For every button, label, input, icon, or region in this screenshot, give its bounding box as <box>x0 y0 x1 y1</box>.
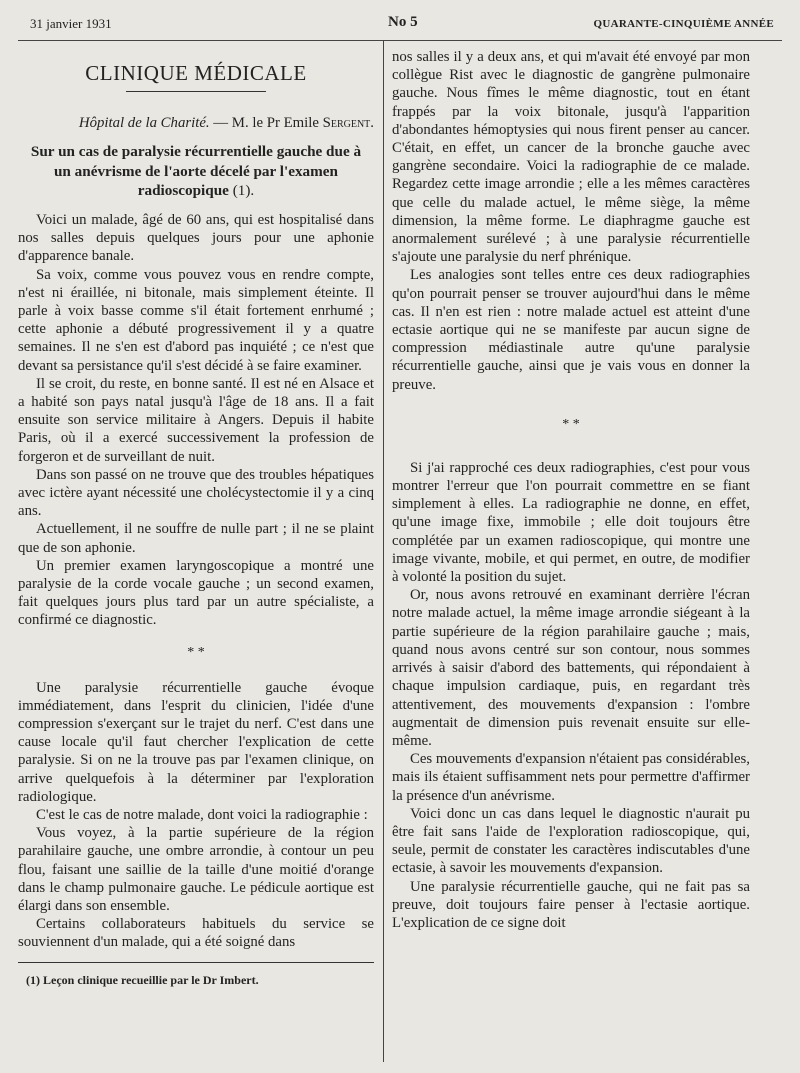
hospital-name: Hôpital de la Charité. <box>78 115 210 132</box>
paragraph: Or, nous avons retrouvé en examinant derrière l'écran notre malade actuel, la même image arrondie siégeant à la partie supérieure de la région parahilaire gauche ; mais, quand nous avons centré sur son contour, nous sommes arrivés à saisir d'abord des battements, qui répondaient à chaque impulsion cardiaque, puis, en regardant très attentivement, des mouvements d'expansion : l'ombre augmentait de dimension puis revenait ensuite sur elle-même. <box>392 587 750 749</box>
footnote-rule <box>18 962 374 963</box>
section-title: CLINIQUE MÉDICALE <box>85 61 307 85</box>
section-title-rule <box>126 91 266 92</box>
left-column <box>18 48 374 989</box>
paragraph: Certains collaborateurs habituels du service se souviennent d'un malade, qui a été soigné dans <box>18 916 374 951</box>
header-date: 31 janvier 1931 <box>30 16 112 31</box>
section-asterism: * * <box>562 416 580 432</box>
author-name: Sergent. <box>322 115 374 132</box>
page-header <box>22 16 778 36</box>
section-asterism: * * <box>187 644 205 660</box>
author-prefix: — M. le Pr Emile <box>213 115 319 132</box>
header-issue-number: No 5 <box>388 14 418 30</box>
hospital-line <box>18 114 374 132</box>
paragraph: Vous voyez, à la partie supérieure de la région parahilaire gauche, une ombre arrondie, à contour un peu flou, faisant une saillie de la taille d'une moitié d'orange dans le champ pulmonaire gauche. Le pédicule aortique est élargi dans son ensemble. <box>18 825 374 915</box>
footnote: (1) Leçon clinique recueillie par le Dr Imbert. <box>26 972 259 987</box>
paragraph: Voici un malade, âgé de 60 ans, qui est hospitalisé dans nos salles depuis quelques jours pour une aphonie d'apparence banale. <box>18 211 374 265</box>
header-rule <box>18 40 782 41</box>
paragraph: Si j'ai rapproché ces deux radiographies, c'est pour vous montrer l'erreur que l'on pourrait commettre en se fiant simplement à elles. La radiographie ne donne, en effet, qu'une image fixe, immobile ; elle doit toujours être complétée par un examen radioscopique, qui montre une image vivante, mobile, et qui permet, en outre, de modifier à volonté la position du sujet. <box>392 459 750 586</box>
left-body-2 <box>18 679 374 952</box>
paragraph: Les analogies sont telles entre ces deux radiographies qu'on pourrait penser se trouver aujourd'hui dans le même cas. Il n'en est rien : notre malade actuel est atteint d'une ectasie aortique qui ne se manifeste par aucun signe de compression médiastinale autre qu'une paralysie récurrentielle gauche, ainsi que je vais vous en donner la preuve. <box>392 267 750 393</box>
right-column <box>392 48 750 932</box>
paragraph: Dans son passé on ne trouve que des troubles hépatiques avec ictère ayant nécessité une cholécystectomie il y a cinq ans. <box>18 466 374 520</box>
article-title <box>26 142 366 201</box>
right-body-2 <box>392 459 750 932</box>
paragraph: Ces mouvements d'expansion n'étaient pas considérables, mais ils étaient suffisamment nets pour permettre d'affirmer la présence d'un anévrisme. <box>392 751 750 804</box>
paragraph: nos salles il y a deux ans, et qui m'avait été envoyé par mon collègue Rist avec le diagnostic de gangrène pulmonaire gauche. Nous fîmes le même diagnostic, tout en étant frappés par la voix bitonale, jusqu'à l'apparition d'abondantes hémoptysies qui nous firent penser au cancer. C'était, en effet, un cancer de la bronche gauche avec gangrène secondaire. Voici la radiographie de ce malade. Regardez cette image arrondie ; elle a les mêmes caractères que celle du malade actuel, le même siège, la même dimension, la même forme. Le diaphragme gauche est anormalement surélevé ; à une paralysie récurrentielle s'ajoute une paralysie du nerf phrénique. <box>392 49 750 266</box>
paragraph: Sa voix, comme vous pouvez vous en rendre compte, n'est ni éraillée, ni bitonale, mais simplement éteinte. Il parle à voix basse comme s'il était fortement enrhumé ; cette aphonie a débuté progressivement il y a quatre semaines. Il ne s'en est d'abord pas inquiété ; ce n'est que devant sa persistance qu'il s'est décidé à se faire examiner. <box>18 266 374 374</box>
article-title-text: Sur un cas de paralysie récurrentielle gauche due à un anévrisme de l'aorte décelé par l'examen radioscopique <box>30 143 362 200</box>
paragraph: Une paralysie récurrentielle gauche évoque immédiatement, dans l'esprit du clinicien, l'idée d'une compression s'exerçant sur le trajet du nerf. C'est dans une cause locale qu'il faut chercher l'explication de cette paralysie. Si on ne la trouve pas par l'examen clinique, on arrive quelquefois à la déterminer par l'exploration radiologique. <box>18 679 374 805</box>
paragraph: Voici donc un cas dans lequel le diagnostic n'aurait pu être fait sans l'aide de l'exploration radioscopique, qui, seule, permit de constater les caractères indiscutables d'une ectasie, à savoir les mouvements d'expansion. <box>392 805 750 877</box>
paragraph: Actuellement, il ne souffre de nulle part ; il ne se plaint que de son aphonie. <box>18 521 374 556</box>
left-body-1 <box>18 211 374 630</box>
paragraph: Un premier examen laryngoscopique a montré une paralysie de la corde vocale gauche ; un second examen, fait quelques jours plus tard par un autre spécialiste, a confirmé ce diagnostic. <box>18 557 374 629</box>
article-title-note: (1). <box>232 182 255 200</box>
header-year-label: QUARANTE-CINQUIÈME ANNÉE <box>593 18 774 30</box>
paragraph: Une paralysie récurrentielle gauche, qui ne fait pas sa preuve, doit toujours faire penser à l'ectasie aortique. L'explication de ce signe doit <box>392 878 750 931</box>
paragraph: C'est le cas de notre malade, dont voici la radiographie : <box>36 807 368 823</box>
column-divider <box>383 40 384 1062</box>
paragraph: Il se croit, du reste, en bonne santé. Il est né en Alsace et a habité son pays natal jusqu'à l'âge de 18 ans. Il a fait ensuite son service militaire à Angers. Depuis il habite Paris, où il a exercé successivement la profession de forgeron et de surveillant de nuit. <box>18 375 374 465</box>
right-body-1 <box>392 48 750 394</box>
